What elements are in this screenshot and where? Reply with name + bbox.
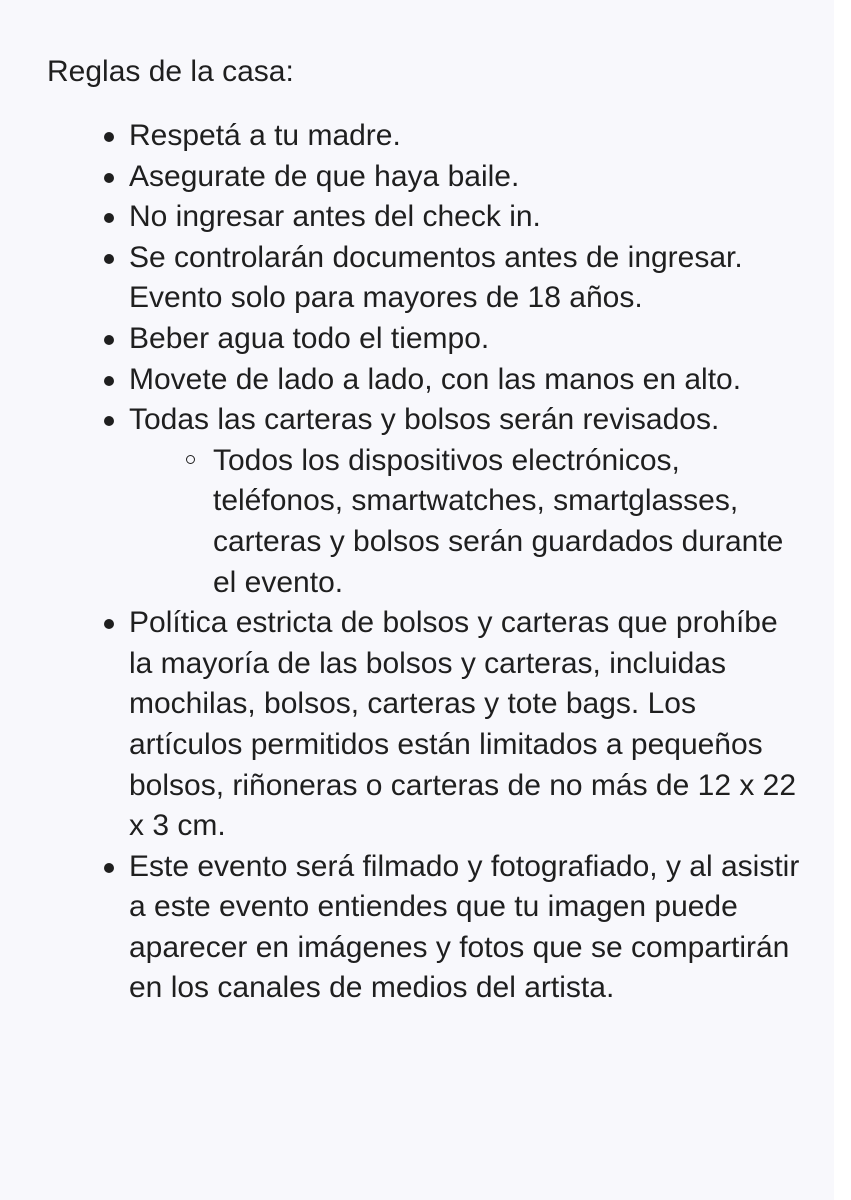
rule-text: Todas las carteras y bolsos serán revisados. (129, 403, 720, 437)
sub-list-item (129, 441, 804, 603)
rule-text: Este evento será filmado y fotografiado, y al asistir a este evento entiendes que tu imagen puede aparecer en imágenes y fotos que se compartirán en los canales de medios del artista. (129, 849, 800, 1005)
list-item (0, 319, 834, 360)
rule-text: No ingresar antes del check in. (129, 200, 541, 234)
rule-text: Asegurate de que haya baile. (129, 159, 520, 193)
list-item (0, 603, 834, 847)
bullet-icon (104, 335, 114, 345)
list-item (0, 400, 834, 603)
rule-text: Política estricta de bolsos y carteras que prohíbe la mayoría de las bolsos y carteras, incluidas mochilas, bolsos, carteras y tote bags. Los artículos permitidos están limitados a pequeños bolsos, riñoneras o carteras de no más de 12 x 22 x 3 cm. (129, 606, 797, 843)
bullet-icon (104, 619, 114, 629)
list-item (0, 197, 834, 238)
hollow-bullet-icon (186, 455, 195, 464)
sub-rules-list (129, 441, 804, 603)
list-item (0, 238, 834, 319)
bullet-icon (104, 132, 114, 142)
rule-text: Beber agua todo el tiempo. (129, 321, 490, 355)
rule-text: Se controlarán documentos antes de ingresar. Evento solo para mayores de 18 años. (129, 240, 743, 315)
list-item (0, 847, 834, 1009)
rules-list (0, 116, 834, 1009)
bullet-icon (104, 254, 114, 264)
rule-text: Movete de lado a lado, con las manos en alto. (129, 362, 742, 396)
bullet-icon (104, 863, 114, 873)
bullet-icon (104, 173, 114, 183)
page-title: Reglas de la casa: (47, 55, 294, 88)
bullet-icon (104, 376, 114, 386)
bullet-icon (104, 213, 114, 223)
list-item (0, 157, 834, 198)
sub-rule-text: Todos los dispositivos electrónicos, teléfonos, smartwatches, smartglasses, carteras y bolsos serán guardados durante el evento. (213, 443, 784, 599)
list-item (0, 360, 834, 401)
bullet-icon (104, 416, 114, 426)
list-item (0, 116, 834, 157)
rule-text: Respetá a tu madre. (129, 119, 401, 152)
